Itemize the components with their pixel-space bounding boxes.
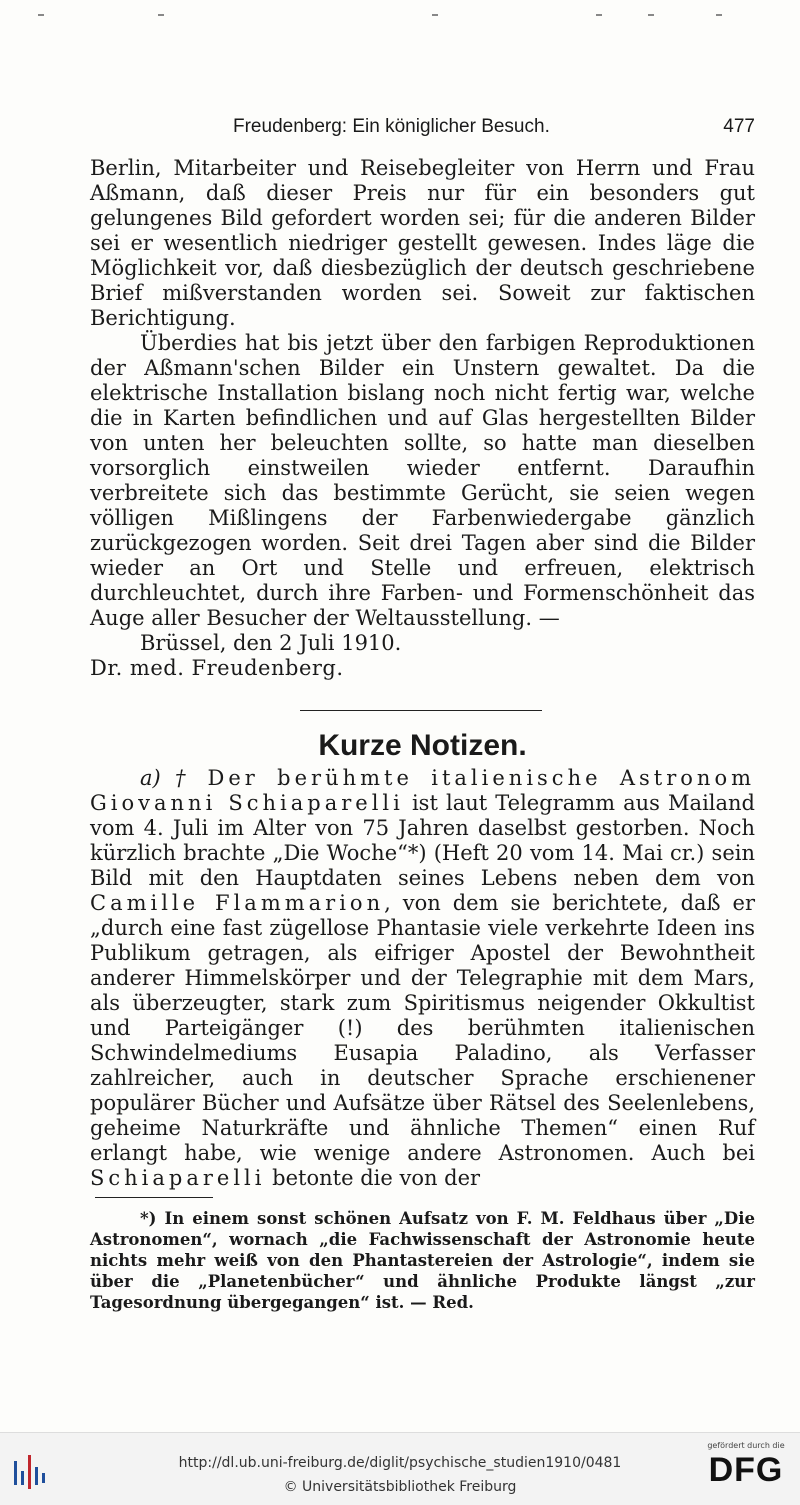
running-title: Freudenberg: Ein königlicher Besuch. bbox=[233, 116, 550, 137]
permalink-url[interactable]: http://dl.ub.uni-freiburg.de/diglit/psychische_studien1910/0481 bbox=[178, 1455, 622, 1471]
footnote-rule bbox=[95, 1197, 213, 1198]
letter-paragraph: Überdies hat bis jetzt über den farbigen Reproduktionen der Aßmann'schen Bilder ein Unstern gewaltet. Da die elektrische Installation bislang noch nicht fertig war, welche die in Karten befindlichen und auf Glas hergestellten Bilder von unten her beleuchten sollte, so hatte man dieselben vorsorglich einstweilen wieder entfernt. Daraufhin verbreitete sich das bestimmte Gerücht, sie seien wegen völligen Mißlingens der Farbenwiedergabe gänzlich zurückgezogen worden. Seit drei Tagen aber sind die Bilder wieder an Ort und Stelle und erfreuen, elektrisch durchleuchtet, durch ihre Farben- und Formenschönheit das Auge aller Besucher der Weltausstellung. — bbox=[90, 331, 755, 630]
letter-paragraph: Berlin, Mitarbeiter und Reisebegleiter von Herrn und Frau Aßmann, daß dieser Preis nur für ein besonders gut gelungenes Bild gefordert worden sei; für die anderen Bilder sei er wesentlich niedriger gestellt gewesen. Indes läge die Möglichkeit vor, daß diesbezüglich der deutsch geschriebene Brief mißverstanden worden sei. Soweit zur faktischen Berichtigung. bbox=[90, 156, 755, 330]
note-lead-spaced: Der berühmte italienische Astronom Giovanni Schiaparelli bbox=[90, 766, 755, 815]
place-date: Brüssel, den 2 Juli 1910. bbox=[140, 631, 402, 655]
note-text: , von dem sie berichtete, daß er „durch eine fast zügellose Phantasie viele verkehrte Ideen ins Publikum getragen, als eifriger Apostel der Bewohntheit anderer Himmelskörper und der Telegraphie mit dem Mars, als überzeugter, stark zum Spiritismus neigender Okkultist und Parteigänger (!) des berühmten italienischen Schwindelmediums Eusapia Paladino, als Verfasser zahlreicher, auch in deutscher Sprache erschienener populärer Bücher und Aufsätze über Rätsel des Seelenlebens, geheime Naturkräfte und ähnliche Themen“ einen Ruf erlangt habe, wie wenige andere Astronomen. Auch bei bbox=[90, 891, 755, 1165]
note-label: a) † bbox=[140, 766, 194, 790]
scan-artifact bbox=[648, 14, 654, 16]
scan-artifact bbox=[432, 14, 438, 16]
scan-artifact bbox=[158, 14, 164, 16]
copyright-notice: © Universitätsbibliothek Freiburg bbox=[283, 1479, 517, 1495]
note-text: betonte die von der bbox=[265, 1166, 481, 1190]
viewer-footer bbox=[0, 1432, 800, 1505]
footnote-text: *) In einem sonst schönen Aufsatz von F. M. Feldhaus über „Die Astronomen“, wornach „die Fachwissenschaft der Astronomie heute nichts mehr weiß von den Phantastereien der Astrologie“, indem sie über die „Planetenbücher“ und ähnliche Produkte längst „zur Tagesordnung übergegangen“ ist. — Red. bbox=[90, 1209, 755, 1312]
note-paragraph bbox=[90, 766, 755, 1191]
dfg-mark: DFG bbox=[708, 1451, 784, 1489]
scan-artifact bbox=[38, 14, 44, 16]
scan-artifact bbox=[716, 14, 722, 16]
dfg-caption: gefördert durch die bbox=[707, 1441, 785, 1450]
note-name-spaced: Schiaparelli bbox=[90, 1166, 266, 1190]
footnote bbox=[90, 1208, 755, 1313]
page-number: 477 bbox=[723, 116, 755, 137]
signature: Dr. med. Freudenberg. bbox=[90, 656, 344, 680]
letter-body bbox=[90, 156, 755, 681]
note-name-spaced: Camille Flammarion bbox=[90, 891, 385, 915]
dfg-logo[interactable] bbox=[700, 1441, 792, 1499]
section-divider bbox=[300, 710, 542, 711]
section-heading: Kurze Notizen. bbox=[318, 729, 527, 762]
scan-artifact bbox=[596, 14, 602, 16]
running-head bbox=[90, 116, 755, 144]
notes-body bbox=[90, 766, 755, 1191]
note-text: ist laut Telegramm aus Mailand vom 4. Juli im Alter von 75 Jahren daselbst gestorben. Noch kürzlich brachte „Die Woche“*) (Heft 20 vom 14. Mai cr.) sein Bild mit den Hauptdaten seines Lebens neben dem von bbox=[90, 791, 755, 890]
